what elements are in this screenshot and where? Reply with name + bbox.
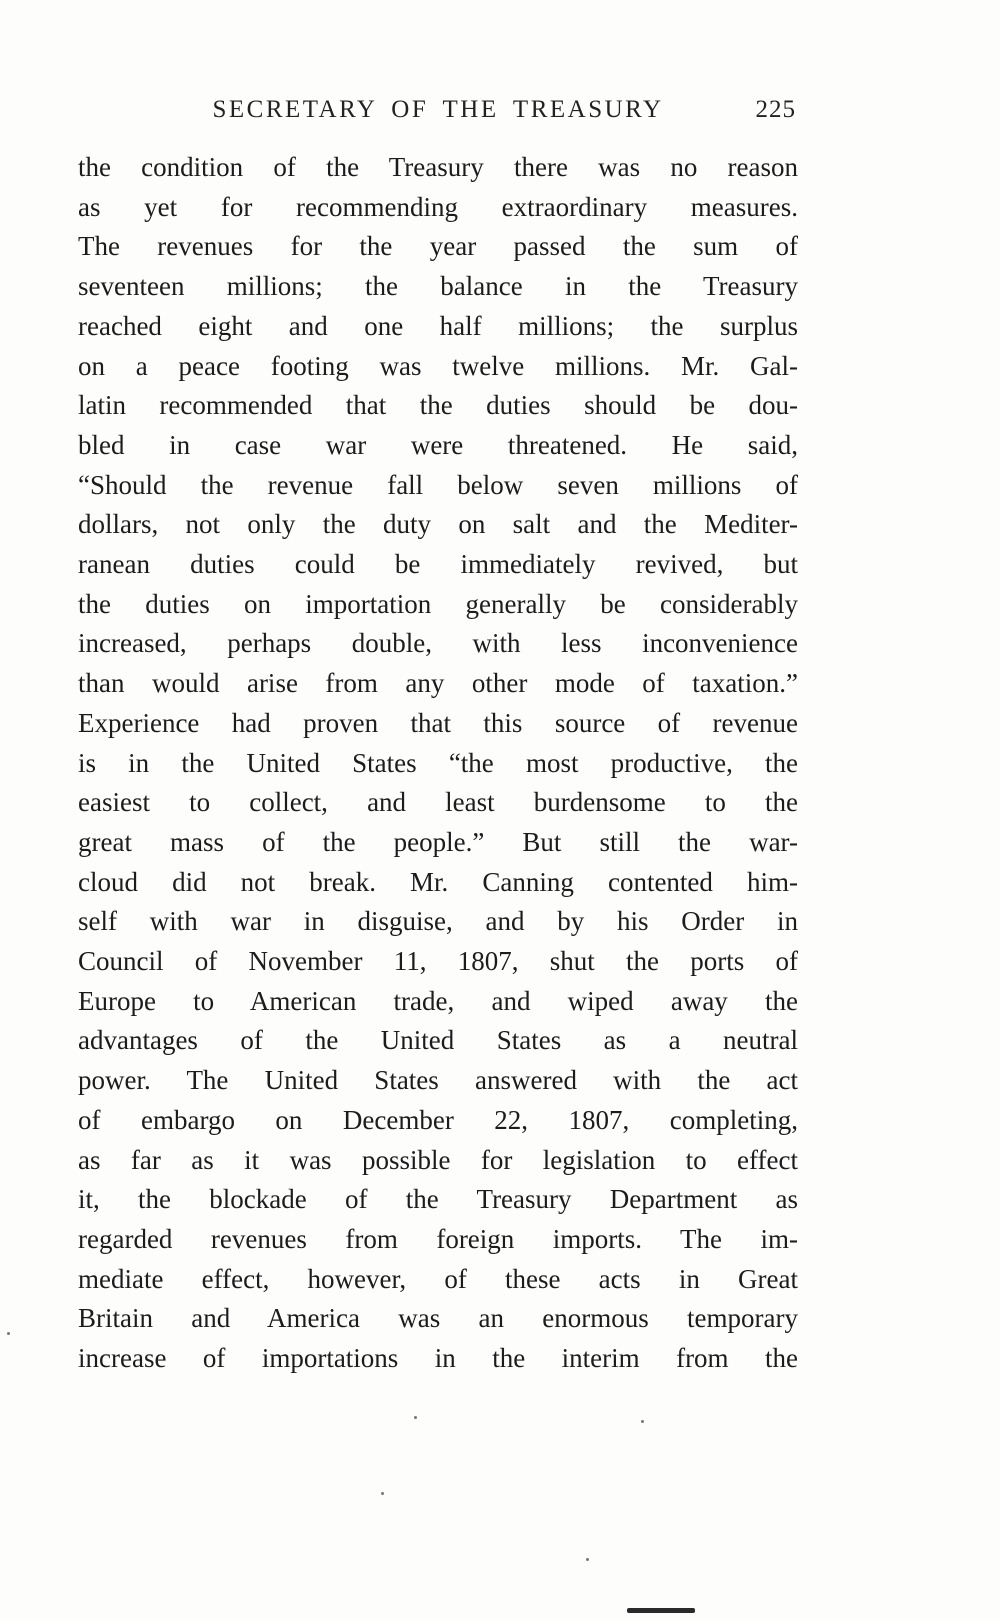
text-line: easiest to collect, and least burdensome to the	[78, 787, 798, 818]
text-line: of embargo on December 22, 1807, completing,	[78, 1104, 798, 1135]
text-line: is in the United States “the most productive, the	[78, 747, 798, 778]
text-line: power. The United States answered with the act	[78, 1065, 798, 1096]
text-line: Britain and America was an enormous temporary	[78, 1303, 798, 1334]
text-line: advantages of the United States as a neutral	[78, 1025, 798, 1056]
text-line: Experience had proven that this source of revenue	[78, 707, 798, 738]
text-line: increase of importations in the interim from the	[78, 1343, 798, 1374]
scan-speck	[641, 1420, 644, 1423]
text-line: great mass of the people.” But still the war-	[78, 826, 798, 857]
text-line: the duties on importation generally be considerably	[78, 588, 798, 619]
scan-mark	[627, 1608, 695, 1613]
text-line: on a peace footing was twelve millions. Mr. Gal-	[78, 350, 798, 381]
header-title: SECRETARY OF THE TREASURY	[212, 96, 664, 123]
scan-speck	[7, 1332, 10, 1335]
page-number: 225	[755, 96, 796, 123]
running-header	[78, 96, 798, 140]
text-line: than would arise from any other mode of taxation.”	[78, 668, 798, 699]
text-line: seventeen millions; the balance in the Treasury	[78, 271, 798, 302]
text-line: latin recommended that the duties should be dou-	[78, 390, 798, 421]
text-line: The revenues for the year passed the sum of	[78, 231, 798, 262]
body-text	[78, 148, 798, 1379]
text-line: cloud did not break. Mr. Canning contented him-	[78, 866, 798, 897]
text-line: dollars, not only the duty on salt and the Mediter-	[78, 509, 798, 540]
text-block	[78, 96, 798, 1379]
scan-speck	[414, 1416, 417, 1419]
text-line: Europe to American trade, and wiped away the	[78, 985, 798, 1016]
scan-speck	[381, 1492, 384, 1495]
text-line: bled in case war were threatened. He said,	[78, 429, 798, 460]
scan-speck	[586, 1558, 589, 1561]
text-line: ranean duties could be immediately revived, but	[78, 549, 798, 580]
text-line: mediate effect, however, of these acts in Great	[78, 1263, 798, 1294]
text-line: as yet for recommending extraordinary measures.	[78, 191, 798, 222]
text-line: regarded revenues from foreign imports. The im-	[78, 1223, 798, 1254]
text-line: it, the blockade of the Treasury Department as	[78, 1184, 798, 1215]
text-line: as far as it was possible for legislation to effect	[78, 1144, 798, 1175]
text-line: the condition of the Treasury there was no reason	[78, 152, 798, 182]
text-line: “Should the revenue fall below seven millions of	[78, 469, 798, 500]
text-line: reached eight and one half millions; the surplus	[78, 310, 798, 341]
text-line: increased, perhaps double, with less inconvenience	[78, 628, 798, 659]
text-line: self with war in disguise, and by his Order in	[78, 906, 798, 937]
text-line: Council of November 11, 1807, shut the ports of	[78, 946, 798, 977]
